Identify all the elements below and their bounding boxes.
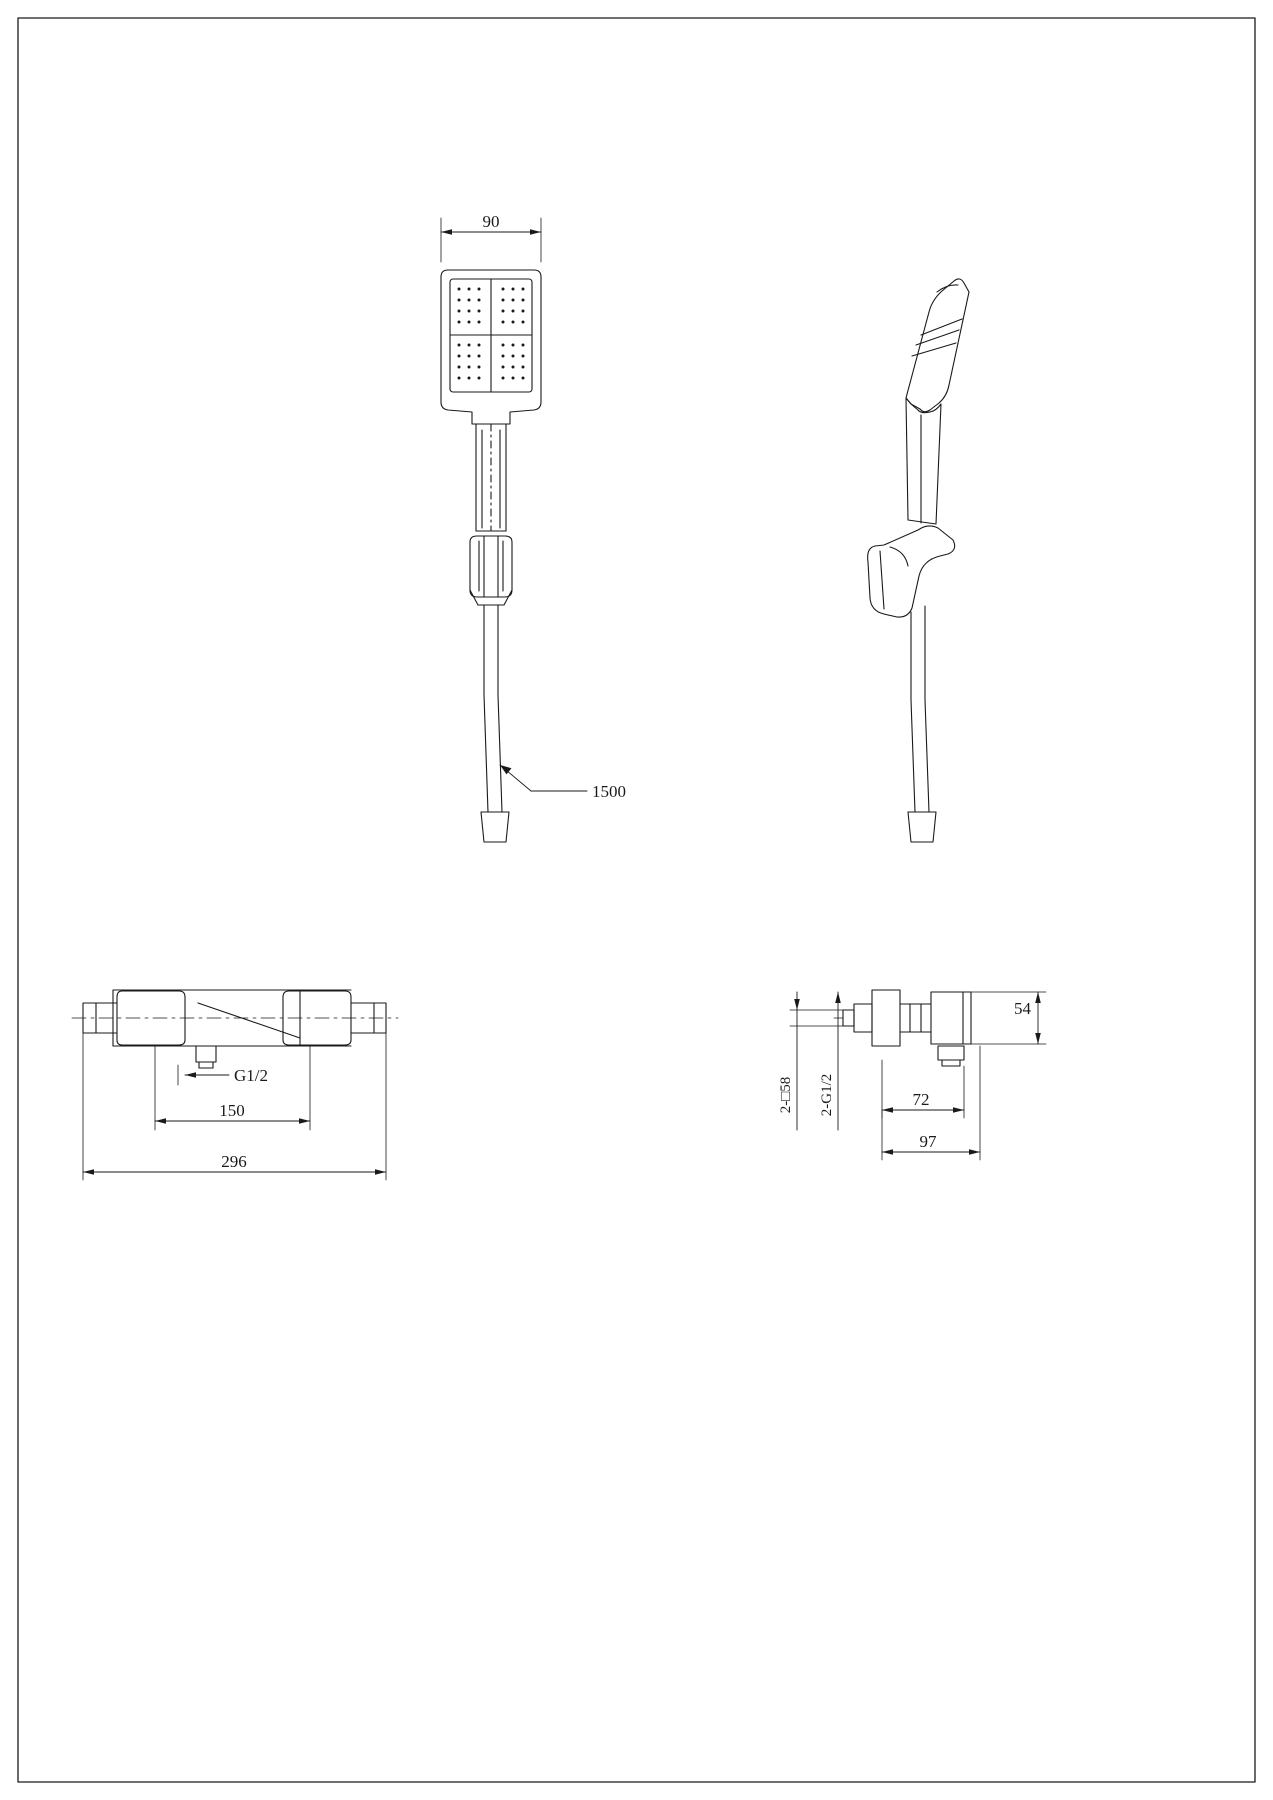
mixer-side-outlet	[938, 1046, 964, 1060]
dimension-label-90: 90	[482, 212, 500, 231]
mixer-side-inlet-nipple	[843, 1010, 854, 1026]
handset-side-head-line-4	[921, 319, 962, 335]
dimension-label-296: 296	[221, 1152, 247, 1171]
handset-side-head-line-3	[937, 285, 958, 292]
dimension-square58	[790, 992, 843, 1130]
mixer-side-outlet-nose	[942, 1060, 960, 1066]
dimension-label-g12: G1/2	[234, 1066, 268, 1085]
mixer-side-body	[872, 990, 900, 1046]
dimension-2g12	[834, 992, 843, 1130]
mixer-outlet-nose	[199, 1062, 213, 1068]
dimension-label-2g12: 2-G1/2	[819, 1073, 835, 1117]
dimension-72	[882, 1060, 964, 1118]
dimension-label-150: 150	[219, 1101, 245, 1120]
dimension-label-97: 97	[919, 1132, 937, 1151]
mixer-side-connector	[900, 1004, 931, 1032]
handset-side-bracket	[868, 526, 955, 617]
dimension-label-54: 54	[1014, 999, 1031, 1018]
mixer-section-diagonal	[198, 1003, 300, 1038]
handset-side-bracket-line	[880, 551, 884, 609]
view-handset-front	[441, 218, 587, 842]
hose-end-fitting	[481, 812, 509, 842]
view-handset-side	[868, 279, 969, 842]
sheet-border	[18, 18, 1255, 1782]
handset-bracket	[470, 536, 512, 597]
mixer-side-inlet-flange	[854, 1004, 872, 1032]
dimension-1500	[500, 765, 587, 791]
handset-side-handle	[906, 398, 941, 524]
dimension-54	[971, 992, 1046, 1044]
hose-left	[484, 605, 488, 812]
mixer-outlet	[196, 1046, 216, 1062]
hose-side-left	[911, 612, 915, 812]
dimension-label-1500: 1500	[592, 782, 626, 801]
handset-side-head-outline	[906, 279, 969, 412]
dimension-label-72: 72	[912, 1090, 930, 1109]
mixer-side-handle	[931, 992, 971, 1044]
hose-right	[498, 605, 502, 812]
hose-side-right	[925, 606, 929, 812]
handset-side-bracket-line-2	[890, 547, 908, 566]
dimension-label-square58: 2-□58	[778, 1076, 794, 1114]
hose-side-end-fitting	[908, 812, 936, 842]
